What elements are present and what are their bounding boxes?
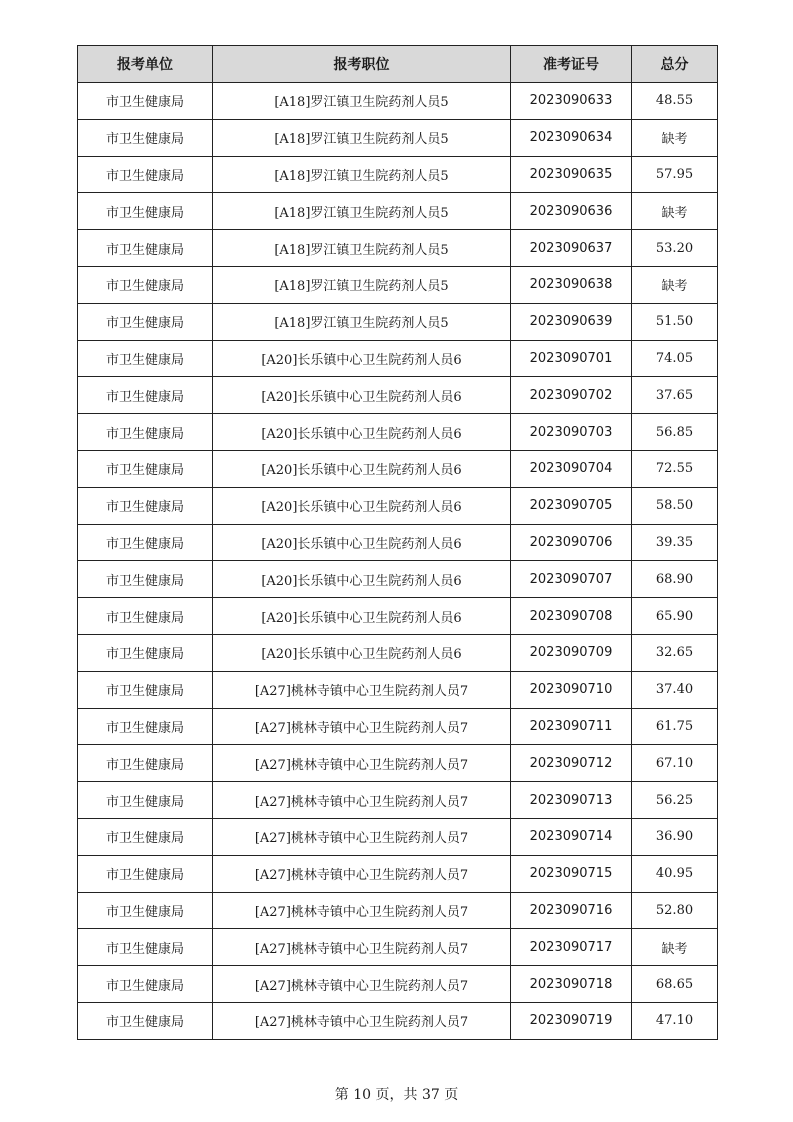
table-row xyxy=(78,119,718,156)
cell-score: 74.05 xyxy=(632,340,718,377)
cell-unit: 市卫生健康局 xyxy=(78,303,213,340)
cell-score: 67.10 xyxy=(632,745,718,782)
table-body xyxy=(78,83,718,1040)
header-exam-id: 准考证号 xyxy=(511,46,632,83)
cell-unit: 市卫生健康局 xyxy=(78,377,213,414)
cell-exam-id: 2023090637 xyxy=(511,230,632,267)
cell-score: 47.10 xyxy=(632,1002,718,1039)
cell-exam-id: 2023090705 xyxy=(511,487,632,524)
cell-position: [A27]桃林寺镇中心卫生院药剂人员7 xyxy=(213,929,511,966)
cell-unit: 市卫生健康局 xyxy=(78,782,213,819)
cell-exam-id: 2023090703 xyxy=(511,414,632,451)
cell-unit: 市卫生健康局 xyxy=(78,487,213,524)
cell-score: 61.75 xyxy=(632,708,718,745)
cell-exam-id: 2023090711 xyxy=(511,708,632,745)
cell-position: [A18]罗江镇卫生院药剂人员5 xyxy=(213,193,511,230)
table-row xyxy=(78,1002,718,1039)
cell-position: [A20]长乐镇中心卫生院药剂人员6 xyxy=(213,524,511,561)
cell-unit: 市卫生健康局 xyxy=(78,414,213,451)
cell-unit: 市卫生健康局 xyxy=(78,340,213,377)
cell-exam-id: 2023090638 xyxy=(511,266,632,303)
table-row xyxy=(78,83,718,120)
table-row xyxy=(78,929,718,966)
table-row xyxy=(78,782,718,819)
cell-score: 56.25 xyxy=(632,782,718,819)
cell-unit: 市卫生健康局 xyxy=(78,193,213,230)
cell-position: [A20]长乐镇中心卫生院药剂人员6 xyxy=(213,598,511,635)
cell-exam-id: 2023090712 xyxy=(511,745,632,782)
cell-exam-id: 2023090715 xyxy=(511,855,632,892)
cell-position: [A27]桃林寺镇中心卫生院药剂人员7 xyxy=(213,855,511,892)
cell-position: [A27]桃林寺镇中心卫生院药剂人员7 xyxy=(213,782,511,819)
table-row xyxy=(78,671,718,708)
cell-position: [A20]长乐镇中心卫生院药剂人员6 xyxy=(213,414,511,451)
cell-score: 32.65 xyxy=(632,634,718,671)
cell-unit: 市卫生健康局 xyxy=(78,230,213,267)
table-row xyxy=(78,524,718,561)
cell-position: [A20]长乐镇中心卫生院药剂人员6 xyxy=(213,450,511,487)
cell-exam-id: 2023090710 xyxy=(511,671,632,708)
cell-position: [A27]桃林寺镇中心卫生院药剂人员7 xyxy=(213,1002,511,1039)
cell-score: 58.50 xyxy=(632,487,718,524)
cell-unit: 市卫生健康局 xyxy=(78,929,213,966)
cell-position: [A18]罗江镇卫生院药剂人员5 xyxy=(213,119,511,156)
cell-unit: 市卫生健康局 xyxy=(78,708,213,745)
score-table-container xyxy=(77,45,717,1040)
cell-unit: 市卫生健康局 xyxy=(78,745,213,782)
cell-unit: 市卫生健康局 xyxy=(78,598,213,635)
cell-score: 缺考 xyxy=(632,119,718,156)
cell-unit: 市卫生健康局 xyxy=(78,450,213,487)
cell-exam-id: 2023090704 xyxy=(511,450,632,487)
header-unit: 报考单位 xyxy=(78,46,213,83)
cell-unit: 市卫生健康局 xyxy=(78,634,213,671)
cell-unit: 市卫生健康局 xyxy=(78,818,213,855)
cell-score: 56.85 xyxy=(632,414,718,451)
header-score: 总分 xyxy=(632,46,718,83)
cell-score: 68.65 xyxy=(632,966,718,1003)
cell-position: [A20]长乐镇中心卫生院药剂人员6 xyxy=(213,340,511,377)
cell-score: 53.20 xyxy=(632,230,718,267)
cell-unit: 市卫生健康局 xyxy=(78,966,213,1003)
cell-score: 57.95 xyxy=(632,156,718,193)
cell-score: 36.90 xyxy=(632,818,718,855)
cell-position: [A18]罗江镇卫生院药剂人员5 xyxy=(213,303,511,340)
cell-exam-id: 2023090702 xyxy=(511,377,632,414)
cell-unit: 市卫生健康局 xyxy=(78,119,213,156)
cell-score: 65.90 xyxy=(632,598,718,635)
cell-exam-id: 2023090639 xyxy=(511,303,632,340)
table-row xyxy=(78,818,718,855)
page-footer: 第 10 页，共 37 页 xyxy=(334,1087,459,1103)
table-row xyxy=(78,598,718,635)
cell-unit: 市卫生健康局 xyxy=(78,156,213,193)
cell-position: [A27]桃林寺镇中心卫生院药剂人员7 xyxy=(213,708,511,745)
table-row xyxy=(78,561,718,598)
cell-exam-id: 2023090709 xyxy=(511,634,632,671)
cell-position: [A27]桃林寺镇中心卫生院药剂人员7 xyxy=(213,892,511,929)
cell-unit: 市卫生健康局 xyxy=(78,524,213,561)
cell-score: 缺考 xyxy=(632,193,718,230)
table-row xyxy=(78,487,718,524)
cell-unit: 市卫生健康局 xyxy=(78,266,213,303)
table-row xyxy=(78,634,718,671)
cell-unit: 市卫生健康局 xyxy=(78,561,213,598)
cell-score: 68.90 xyxy=(632,561,718,598)
cell-exam-id: 2023090716 xyxy=(511,892,632,929)
cell-position: [A18]罗江镇卫生院药剂人员5 xyxy=(213,156,511,193)
cell-score: 37.40 xyxy=(632,671,718,708)
cell-position: [A20]长乐镇中心卫生院药剂人员6 xyxy=(213,487,511,524)
cell-position: [A18]罗江镇卫生院药剂人员5 xyxy=(213,230,511,267)
cell-score: 39.35 xyxy=(632,524,718,561)
cell-exam-id: 2023090701 xyxy=(511,340,632,377)
cell-position: [A27]桃林寺镇中心卫生院药剂人员7 xyxy=(213,745,511,782)
cell-exam-id: 2023090633 xyxy=(511,83,632,120)
cell-position: [A20]长乐镇中心卫生院药剂人员6 xyxy=(213,634,511,671)
cell-unit: 市卫生健康局 xyxy=(78,855,213,892)
cell-position: [A27]桃林寺镇中心卫生院药剂人员7 xyxy=(213,818,511,855)
cell-unit: 市卫生健康局 xyxy=(78,671,213,708)
table-row xyxy=(78,450,718,487)
table-row xyxy=(78,414,718,451)
cell-score: 51.50 xyxy=(632,303,718,340)
cell-score: 缺考 xyxy=(632,929,718,966)
cell-score: 52.80 xyxy=(632,892,718,929)
cell-exam-id: 2023090718 xyxy=(511,966,632,1003)
score-table xyxy=(77,45,718,1040)
table-row xyxy=(78,340,718,377)
cell-exam-id: 2023090713 xyxy=(511,782,632,819)
table-row xyxy=(78,708,718,745)
cell-position: [A20]长乐镇中心卫生院药剂人员6 xyxy=(213,377,511,414)
table-row xyxy=(78,156,718,193)
table-row xyxy=(78,193,718,230)
header-row xyxy=(78,46,718,83)
table-row xyxy=(78,303,718,340)
cell-unit: 市卫生健康局 xyxy=(78,1002,213,1039)
cell-unit: 市卫生健康局 xyxy=(78,892,213,929)
cell-exam-id: 2023090719 xyxy=(511,1002,632,1039)
cell-exam-id: 2023090706 xyxy=(511,524,632,561)
table-row xyxy=(78,745,718,782)
table-row xyxy=(78,966,718,1003)
table-header xyxy=(78,46,718,83)
table-row xyxy=(78,266,718,303)
table-row xyxy=(78,855,718,892)
cell-exam-id: 2023090707 xyxy=(511,561,632,598)
cell-score: 72.55 xyxy=(632,450,718,487)
cell-score: 缺考 xyxy=(632,266,718,303)
table-row xyxy=(78,230,718,267)
cell-position: [A18]罗江镇卫生院药剂人员5 xyxy=(213,266,511,303)
cell-score: 48.55 xyxy=(632,83,718,120)
cell-position: [A18]罗江镇卫生院药剂人员5 xyxy=(213,83,511,120)
cell-exam-id: 2023090634 xyxy=(511,119,632,156)
header-position: 报考职位 xyxy=(213,46,511,83)
cell-position: [A20]长乐镇中心卫生院药剂人员6 xyxy=(213,561,511,598)
table-row xyxy=(78,892,718,929)
cell-unit: 市卫生健康局 xyxy=(78,83,213,120)
cell-exam-id: 2023090714 xyxy=(511,818,632,855)
cell-position: [A27]桃林寺镇中心卫生院药剂人员7 xyxy=(213,966,511,1003)
cell-exam-id: 2023090717 xyxy=(511,929,632,966)
cell-position: [A27]桃林寺镇中心卫生院药剂人员7 xyxy=(213,671,511,708)
cell-exam-id: 2023090635 xyxy=(511,156,632,193)
cell-exam-id: 2023090636 xyxy=(511,193,632,230)
table-row xyxy=(78,377,718,414)
cell-score: 37.65 xyxy=(632,377,718,414)
cell-exam-id: 2023090708 xyxy=(511,598,632,635)
cell-score: 40.95 xyxy=(632,855,718,892)
